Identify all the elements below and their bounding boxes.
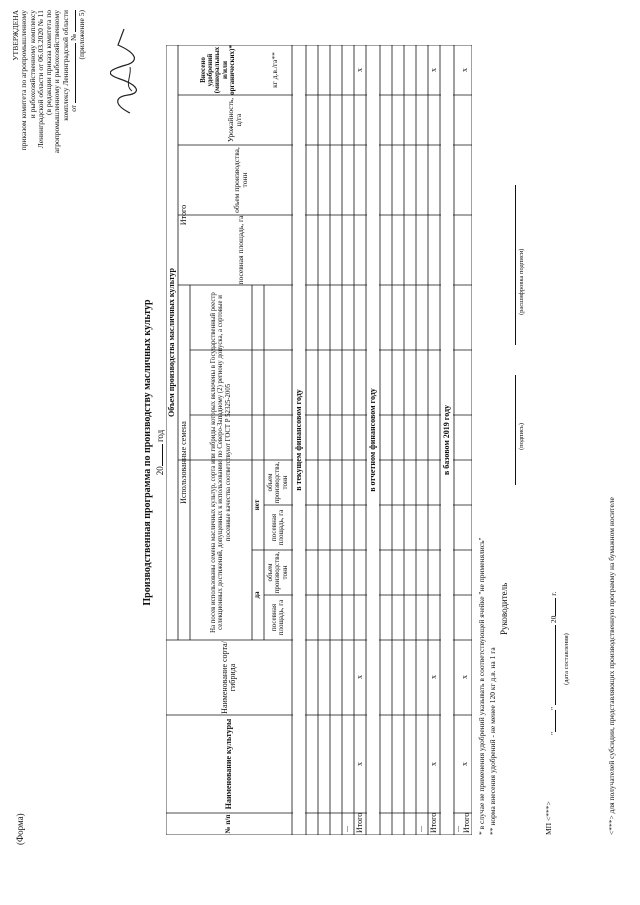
handwritten-signature — [110, 25, 140, 115]
x-mark: x — [460, 68, 469, 72]
col-header-culture: Наименование культуры — [223, 718, 233, 810]
stamp-place: МП <***> — [544, 801, 553, 835]
approval-date-prefix: от — [68, 104, 78, 112]
section-reporting-year: в отчетном финансовом году — [367, 388, 377, 492]
signature-name-caption: (расшифровка подписи) — [518, 248, 525, 315]
approval-line: Ленинградской области от 06.03.2020 № 11 — [35, 10, 45, 149]
col-header-total-volume: объем производства, тонн — [232, 147, 249, 213]
date-caption: (дата составления) — [563, 633, 570, 685]
col-header-fertilizer-unit: кг д.в./га** — [270, 52, 280, 88]
col-header-yes: да — [253, 591, 262, 599]
col-header-num: № п/п — [224, 814, 233, 834]
x-mark: x — [355, 68, 364, 72]
x-mark: x — [429, 762, 438, 766]
approval-number-prefix: № — [68, 33, 78, 42]
page-title: Производственная программа по производству масличных культур — [142, 299, 153, 606]
year-suffix: год — [155, 429, 165, 443]
col-header-volume-no: объем производства, тонн — [265, 461, 289, 504]
section-current-year: в текущем финансовом году — [293, 389, 303, 491]
approval-line: приказом комитета по агропромышленному — [19, 10, 29, 151]
row-ellipsis: ... — [415, 826, 424, 832]
approval-line: (в редакции приказа комитета по — [44, 10, 53, 115]
approval-line: УТВЕРЖДЕНА — [11, 10, 20, 61]
signature-name-line — [515, 185, 516, 345]
col-header-area-yes: посевная площадь, га — [269, 599, 285, 636]
col-header-area-no: посевная площадь, га — [269, 509, 285, 546]
date-year-suffix: г. — [549, 591, 558, 596]
approval-line: агропромышленному и рыбохозяйственному — [52, 10, 62, 154]
footnote-1: * в случае не применения удобрений указывать в соответствующей ячейке "не применялись" — [477, 537, 486, 835]
x-mark: x — [429, 68, 438, 72]
bottom-note: <***> для получателей субсидии, представляющих производственную программу на бумажном носителе — [607, 497, 616, 835]
signature-caption: (подпись) — [518, 423, 525, 450]
date-row — [550, 592, 558, 735]
approval-line: и рыбохозяйственному комплексу — [27, 10, 37, 119]
approval-line: комплексу Ленинградской области — [60, 10, 70, 121]
approval-block — [12, 10, 86, 225]
x-mark: x — [460, 675, 469, 679]
x-mark: x — [429, 675, 438, 679]
row-total: Итого — [429, 812, 438, 833]
col-header-total-area: посевная площадь, га — [236, 215, 246, 285]
signature-line — [515, 375, 516, 485]
col-header-volume-yes: объем производства, тонн — [265, 551, 289, 594]
year-line — [156, 0, 166, 905]
col-header-seeds-desc: На посев использованы семена масличных культур, сорта или гибриды которых включены в Государственный реестр селекционных достижений, допущенных к использованию по Северо-Западному (2) региону допуска, а сортовые и посевные качества соответствуют ГОСТ Р 52325-2005 — [210, 292, 232, 633]
form-label: (Форма) — [15, 813, 25, 845]
date-quote-close: " — [549, 706, 558, 710]
col-header-yield: Урожайность, ц/га — [226, 97, 243, 143]
x-mark: x — [355, 762, 364, 766]
production-table — [166, 45, 472, 835]
col-header-group: Объем производства масличных культур — [166, 268, 176, 417]
row-total: Итого — [355, 812, 364, 833]
row-ellipsis: ... — [341, 826, 350, 832]
row-total: Итого — [462, 812, 471, 833]
col-header-seeds: Использованные семена — [178, 421, 188, 504]
date-year-prefix: 20 — [549, 615, 558, 624]
approval-appendix: (приложение 5) — [77, 10, 86, 60]
x-mark: x — [460, 762, 469, 766]
col-header-fertilizer: Внесено удобрений (минеральных и/или органических)* — [198, 45, 237, 95]
col-header-no: нет — [253, 499, 262, 511]
col-header-variety: Наименование сорта/гибрида — [219, 641, 237, 714]
footnote-2: ** норма внесения удобрений - не менее 120 кг д.в. на 1 га — [488, 647, 497, 835]
year-prefix: 20 — [155, 466, 165, 476]
section-base-year: в базовом 2019 году — [441, 404, 451, 476]
row-ellipsis: ... — [452, 826, 461, 832]
date-quote-open: " — [549, 731, 558, 735]
x-mark: x — [355, 675, 364, 679]
col-header-total: Итого — [178, 204, 188, 226]
signer-role: Руководитель — [499, 582, 509, 635]
